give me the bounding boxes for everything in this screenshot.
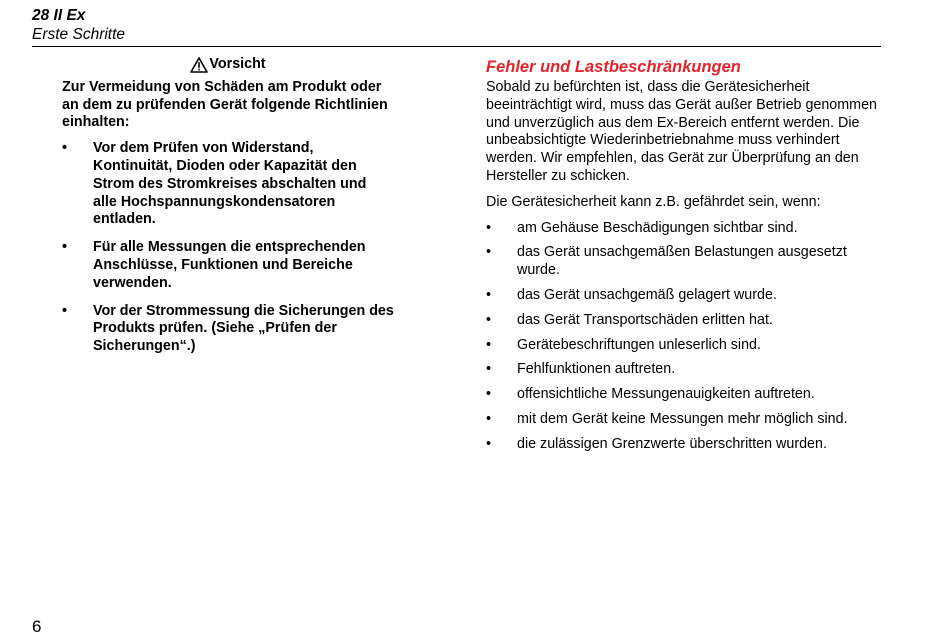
condition-list-item (486, 244, 882, 280)
condition-list (486, 220, 882, 454)
warning-triangle-icon (190, 57, 208, 73)
caution-item-text: Für alle Messungen die entsprechenden Anschlüsse, Funktionen und Bereiche verwenden. (93, 239, 366, 291)
bullet-icon: • (486, 361, 492, 378)
caution-list-item (62, 140, 394, 229)
header-model: 28 II Ex (32, 7, 86, 24)
condition-list-item (486, 287, 882, 305)
bullet-icon: • (62, 140, 68, 157)
condition-item-text: die zulässigen Grenzwerte überschritten wurden. (517, 435, 827, 452)
condition-item-text: das Gerät unsachgemäßen Belastungen ausgesetzt wurde. (517, 244, 847, 279)
condition-list-item (486, 436, 882, 454)
condition-list-item (486, 312, 882, 330)
bullet-icon: • (486, 410, 492, 427)
condition-item-text: das Gerät unsachgemäß gelagert wurde. (517, 286, 777, 303)
caution-item-text: Vor dem Prüfen von Widerstand, Kontinuität, Dioden oder Kapazität den Strom des Stromkreises abschalten und alle Hochspannungskondensatoren entladen. (93, 140, 367, 228)
condition-item-text: offensichtliche Messungenauigkeiten auftreten. (517, 386, 815, 403)
condition-list-item (486, 361, 882, 379)
bullet-icon: • (486, 435, 492, 452)
caution-heading-row (62, 56, 394, 74)
bullet-icon: • (486, 219, 492, 236)
bullet-icon: • (62, 302, 68, 319)
condition-list-item (486, 386, 882, 404)
faults-section (486, 57, 882, 461)
caution-block (62, 56, 394, 366)
bullet-icon: • (62, 239, 68, 256)
header-section-title: Erste Schritte (32, 26, 126, 43)
header-divider (32, 46, 881, 47)
bullet-icon: • (486, 336, 492, 353)
condition-list-item (486, 220, 882, 238)
condition-list-item (486, 411, 882, 429)
condition-item-text: Gerätebeschriftungen unleserlich sind. (517, 336, 761, 353)
page-number: 6 (32, 617, 42, 636)
condition-item-text: Fehlfunktionen auftreten. (517, 361, 676, 378)
caution-item-text: Vor der Strommessung die Sicherungen des Produkts prüfen. (Siehe „Prüfen der Sicherungen“.) (93, 302, 394, 355)
caution-heading: Vorsicht (209, 56, 266, 72)
bullet-icon: • (486, 244, 492, 261)
running-header (32, 6, 125, 44)
condition-item-text: das Gerät Transportschäden erlitten hat. (517, 311, 773, 328)
condition-item-text: am Gehäuse Beschädigungen sichtbar sind. (517, 219, 798, 236)
condition-list-item (486, 337, 882, 355)
section-paragraph: Sobald zu befürchten ist, dass die Gerätesicherheit beeinträchtigt wird, muss das Gerät außer Betrieb genommen und unverzüglich aus dem Ex-Bereich entfernt werden. Die unbeabsichtigte Wiederinbetriebnahme muss verhindert werden. Wir empfehlen, das Gerät zur Überprüfung an den Hersteller zu schicken. (486, 79, 877, 184)
caution-intro: Zur Vermeidung von Schäden am Produkt oder an dem zu prüfenden Gerät folgende Richtlinien einhalten: (62, 78, 388, 131)
bullet-icon: • (486, 386, 492, 403)
caution-list (62, 140, 394, 356)
condition-item-text: mit dem Gerät keine Messungen mehr möglich sind. (517, 410, 848, 427)
bullet-icon: • (486, 286, 492, 303)
bullet-icon: • (486, 311, 492, 328)
section-paragraph-lead: Die Gerätesicherheit kann z.B. gefährdet sein, wenn: (486, 193, 821, 210)
caution-list-item (62, 239, 394, 292)
section-title: Fehler und Lastbeschränkungen (486, 58, 741, 76)
caution-list-item (62, 303, 394, 356)
